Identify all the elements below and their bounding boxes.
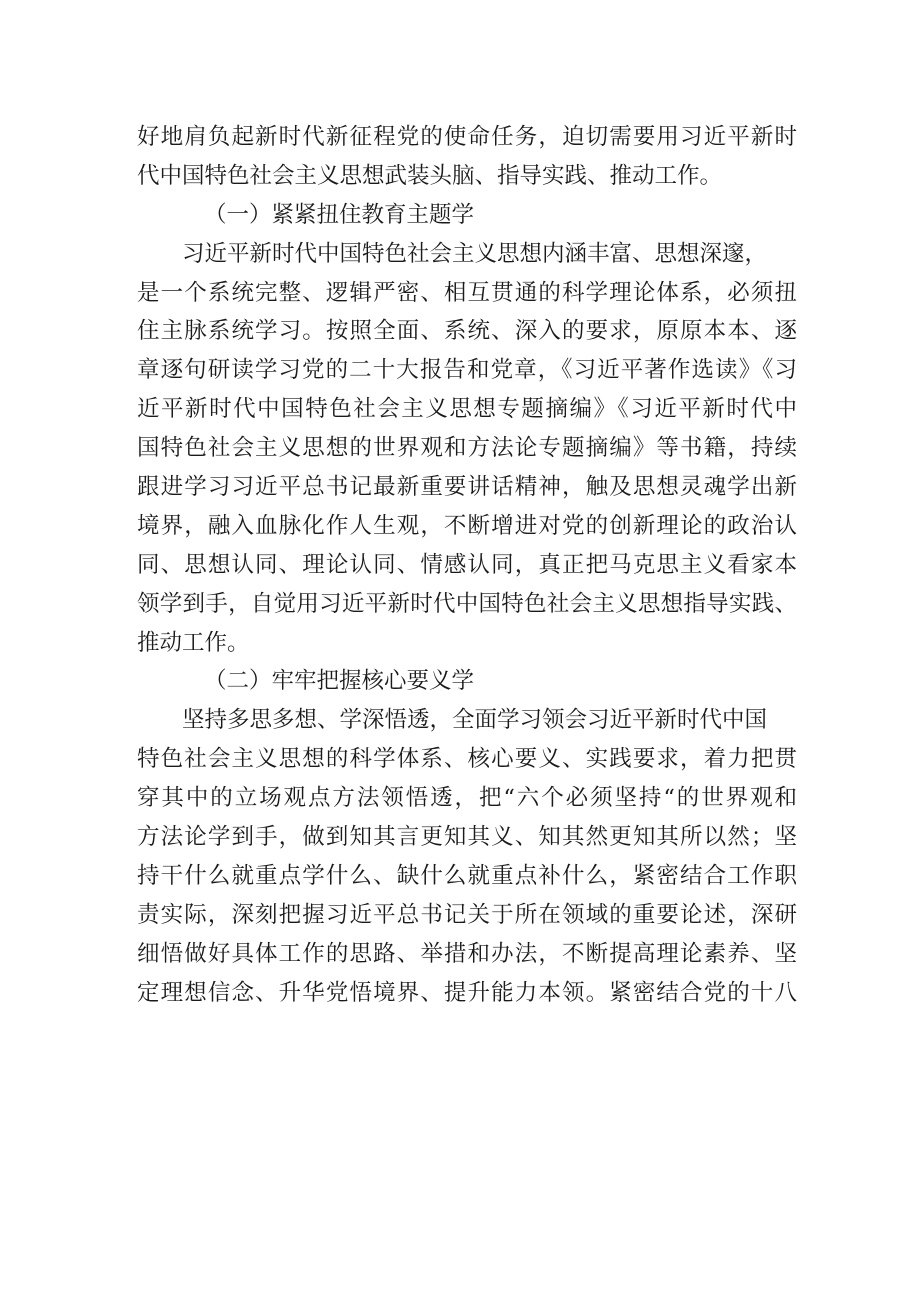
section-2-line: 定理想信念、升华党悟境界、提升能力本领。紧密结合党的十八: [137, 979, 797, 1006]
section-1-line: 领学到手，自觉用习近平新时代中国特色社会主义思想指导实践、: [137, 590, 797, 617]
intro-line-1: 好地肩负起新时代新征程党的使命任务，迫切需要用习近平新时: [137, 124, 797, 150]
document-body: [137, 118, 797, 1012]
section-2-heading: （二）牢牢把握核心要义学: [204, 668, 475, 695]
section-1-line: 国特色社会主义思想的世界观和方法论专题摘编》等书籍，持续: [137, 435, 797, 462]
section-1-line: 习近平新时代中国特色社会主义思想内涵丰富、思想深邃，: [182, 240, 768, 267]
section-2-line: 坚持多思多想、学深悟透，全面学习领会习近平新时代中国: [182, 707, 768, 734]
intro-line-2: 代中国特色社会主义思想武装头脑、指导实践、推动工作。: [137, 162, 723, 189]
section-2-line: 穿其中的立场观点方法领悟透，把“六个必须坚持“的世界观和: [137, 785, 797, 812]
section-2-line: 持干什么就重点学什么、缺什么就重点补什么，紧密结合工作职: [137, 862, 797, 889]
section-1-line: 是一个系统完整、逻辑严密、相互贯通的科学理论体系，必须扭: [137, 279, 797, 306]
section-1-line: 章逐句研读学习党的二十大报告和党章，《习近平著作选读》《习: [137, 357, 797, 384]
section-2-line: 特色社会主义思想的科学体系、核心要义、实践要求，着力把贯: [137, 746, 797, 773]
section-1-line: 境界，融入血脉化作人生观，不断增进对党的创新理论的政治认: [137, 512, 797, 539]
section-1-heading: （一）紧紧扭住教育主题学: [204, 201, 475, 228]
section-1-line: 跟进学习习近平总书记最新重要讲话精神，触及思想灵魂学出新: [137, 474, 797, 501]
section-1-line: 近平新时代中国特色社会主义思想专题摘编》《习近平新时代中: [137, 396, 797, 423]
section-1-line: 推动工作。: [137, 629, 250, 656]
section-2-line: 方法论学到手，做到知其言更知其义、知其然更知其所以然；坚: [137, 824, 797, 851]
section-1-line: 住主脉系统学习。按照全面、系统、深入的要求，原原本本、逐: [137, 318, 797, 345]
section-1-line: 同、思想认同、理论认同、情感认同，真正把马克思主义看家本: [137, 551, 797, 578]
section-2-line: 责实际，深刻把握习近平总书记关于所在领域的重要论述，深研: [137, 901, 797, 928]
section-2-line: 细悟做好具体工作的思路、举措和办法，不断提高理论素养、坚: [137, 940, 797, 967]
